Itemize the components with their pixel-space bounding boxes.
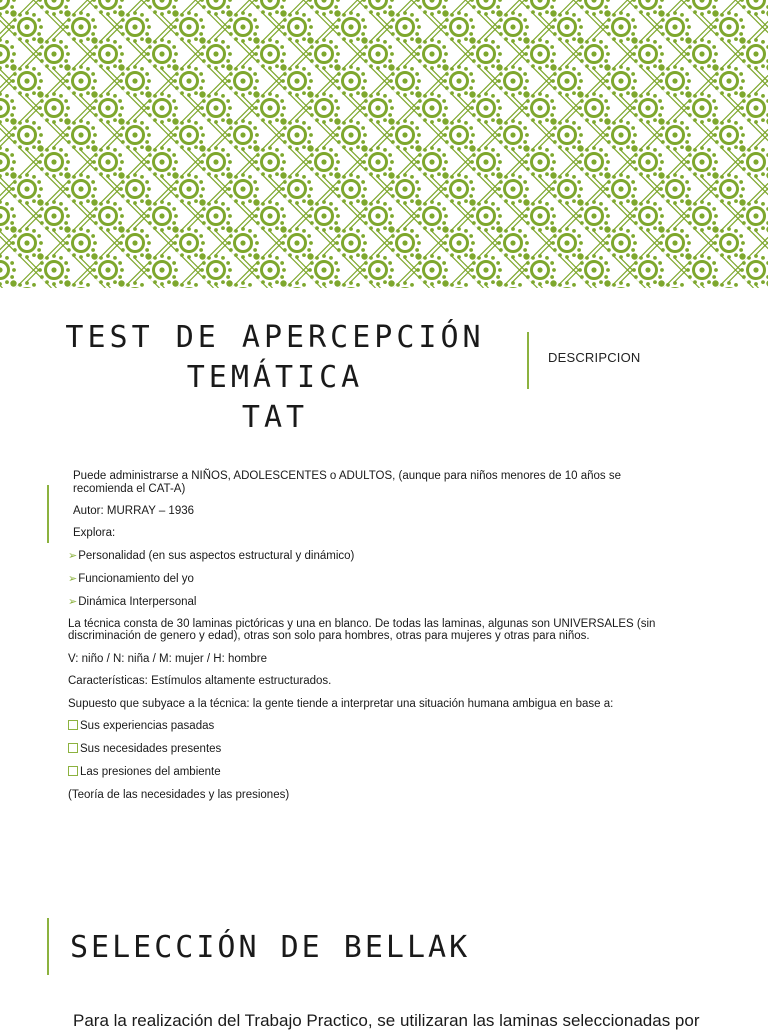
slide-subtitle: DESCRIPCION bbox=[548, 350, 641, 365]
list-item-label: Sus necesidades presentes bbox=[80, 743, 221, 755]
list-item-label: Las presiones del ambiente bbox=[80, 766, 221, 778]
body-line: Explora: bbox=[73, 527, 115, 539]
list-item-label: Funcionamiento del yo bbox=[78, 573, 194, 585]
body-line: Características: Estímulos altamente estructurados. bbox=[68, 675, 331, 687]
arrow-bullet-icon: ➢ bbox=[68, 573, 77, 585]
arrow-bullet-icon: ➢ bbox=[68, 596, 77, 608]
list-item bbox=[68, 550, 354, 562]
body-line: (Teoría de las necesidades y las presiones) bbox=[68, 789, 289, 801]
body-line: La técnica consta de 30 laminas pictóricas y una en blanco. De todas las laminas, algunas son UNIVERSALES (sin bbox=[68, 618, 655, 630]
body-line: recomienda el CAT-A) bbox=[73, 483, 185, 495]
green-circle-pattern bbox=[0, 0, 768, 288]
list-item-label: Dinámica Interpersonal bbox=[78, 596, 196, 608]
list-item bbox=[68, 766, 221, 778]
arrow-bullet-icon: ➢ bbox=[68, 550, 77, 562]
accent-bar bbox=[527, 332, 529, 389]
list-item bbox=[68, 596, 196, 608]
list-item bbox=[68, 573, 194, 585]
slide-title-line-2: TAT bbox=[40, 398, 510, 438]
body-line: discriminación de genero y edad), otras son solo para hombres, otras para mujeres y otras para niños. bbox=[68, 630, 590, 642]
list-item-label: Sus experiencias pasadas bbox=[80, 720, 214, 732]
list-item-label: Personalidad (en sus aspectos estructural y dinámico) bbox=[78, 550, 354, 562]
list-item bbox=[68, 720, 214, 732]
list-item bbox=[68, 743, 221, 755]
body-line: Puede administrarse a NIÑOS, ADOLESCENTES o ADULTOS, (aunque para niños menores de 10 años se bbox=[73, 470, 621, 482]
section-title: SELECCIÓN DE BELLAK bbox=[70, 928, 470, 968]
slide-title-line-1: TEST DE APERCEPCIÓN TEMÁTICA bbox=[40, 318, 510, 398]
square-bullet-icon bbox=[68, 766, 78, 776]
body-line: V: niño / N: niña / M: mujer / H: hombre bbox=[68, 653, 267, 665]
body-line: Autor: MURRAY – 1936 bbox=[73, 505, 194, 517]
body-line: Para la realización del Trabajo Practico, se utilizaran las laminas seleccionadas por bbox=[73, 1010, 768, 1032]
body-line: Supuesto que subyace a la técnica: la gente tiende a interpretar una situación humana ambigua en base a: bbox=[68, 698, 613, 710]
accent-bar bbox=[47, 918, 49, 975]
decorative-pattern-banner bbox=[0, 0, 768, 288]
square-bullet-icon bbox=[68, 720, 78, 730]
accent-bar bbox=[47, 485, 49, 543]
square-bullet-icon bbox=[68, 743, 78, 753]
slide-title bbox=[40, 318, 510, 438]
